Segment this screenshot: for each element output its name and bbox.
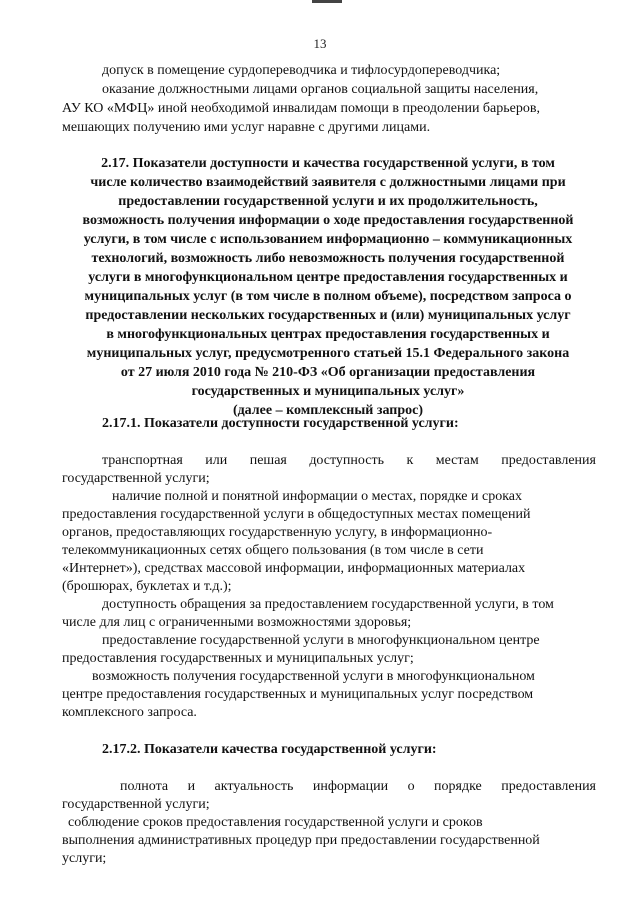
word: пешая [249,453,287,468]
intro-line: оказание должностными лицами органов социальной защиты населения, [102,82,539,97]
list-item-line: соблюдение сроков предоставления государственной услуги и сроков [68,815,483,830]
list-item-line: предоставления государственной услуги в общедоступных местах помещений [62,507,531,522]
list-item-line: центре предоставления государственных и муниципальных услуг посредством [62,687,534,702]
list-item-line: предоставления государственных и муниципальных услуг; [62,651,414,666]
word: актуальность [214,779,294,794]
section-heading-line: услуги, в том числе с использованием информационно – коммуникационных [83,232,573,247]
section-heading-line: предоставлении государственной услуги и их продолжительность, [118,194,538,209]
list-item-line: комплексного запроса. [62,705,197,720]
list-item-line: возможность получения государственной услуги в многофункциональном [92,669,535,684]
intro-line: допуск в помещение сурдопереводчика и тифлосурдопереводчика; [102,63,501,78]
section-heading-line: государственных и муниципальных услуг» [191,384,465,399]
list-item-line: доступность обращения за предоставлением государственной услуги, в том [102,597,554,612]
word: и [187,779,196,794]
list-item-line: (брошюрах, буклетах и т.д.); [62,579,232,594]
list-item-line: услуги; [62,851,107,866]
word: или [205,453,228,468]
list-item-line: «Интернет»), средствах массовой информации, информационных материалах [62,561,526,576]
list-item-line: числе для лиц с ограниченными возможностями здоровья; [62,615,412,630]
section-heading-line: услуги в многофункциональном центре предоставления государственных и [88,270,568,285]
list-item-line: органов, предоставляющих государственную услугу, в информационно- [62,525,493,540]
word: информации [312,779,389,794]
intro-line: мешающих получению ими услуг наравне с другими лицами. [62,120,431,135]
list-item-line [120,778,596,795]
list-item-line [102,452,596,469]
word: предоставления [501,453,596,468]
list-item-line: телекоммуникационных сетях общего пользования (в том числе в сети [62,543,484,558]
list-item-line: государственной услуги; [62,797,210,812]
subsection-title: 2.17.1. Показатели доступности государственной услуги: [102,416,459,431]
section-heading-line: технологий, возможность либо невозможность получения государственной [91,251,565,266]
section-heading-line: возможность получения информации о ходе предоставления государственной [82,213,574,228]
word: к [406,453,414,468]
list-item-line: выполнения административных процедур при предоставлении государственной [62,833,540,848]
list-item-line: предоставление государственной услуги в многофункциональном центре [102,633,540,648]
section-heading-line: муниципальных услуг (в том числе в полном объеме), посредством запроса о [84,289,572,304]
section-heading-line: (далее – комплексный запрос) [232,403,424,418]
section-heading-line: числе количество взаимодействий заявителя с должностными лицами при [90,175,566,190]
section-heading-line: в многофункциональных центрах предоставления государственных и [106,327,550,342]
page-number: 13 [313,36,327,51]
list-item-line: государственной услуги; [62,471,210,486]
word: местам [435,453,479,468]
word: полнота [120,779,169,794]
word: транспортная [102,453,183,468]
section-heading-line: муниципальных услуг, предусмотренного статьей 15.1 Федерального закона [86,346,570,361]
scan-artifact [312,0,342,3]
section-heading-line: предоставлении нескольких государственных и (или) муниципальных услуг [85,308,571,323]
word: порядке [434,779,482,794]
word: предоставления [501,779,596,794]
word: о [407,779,415,794]
subsection-title: 2.17.2. Показатели качества государственной услуги: [102,742,437,757]
word: доступность [309,453,384,468]
section-heading-line: 2.17. Показатели доступности и качества государственной услуги, в том [101,156,555,171]
section-heading-line: от 27 июля 2010 года № 210-ФЗ «Об организации предоставления [120,365,536,380]
list-item-line: наличие полной и понятной информации о местах, порядке и сроках [112,489,523,504]
intro-line: АУ КО «МФЦ» иной необходимой инвалидам помощи в преодолении барьеров, [62,101,540,116]
